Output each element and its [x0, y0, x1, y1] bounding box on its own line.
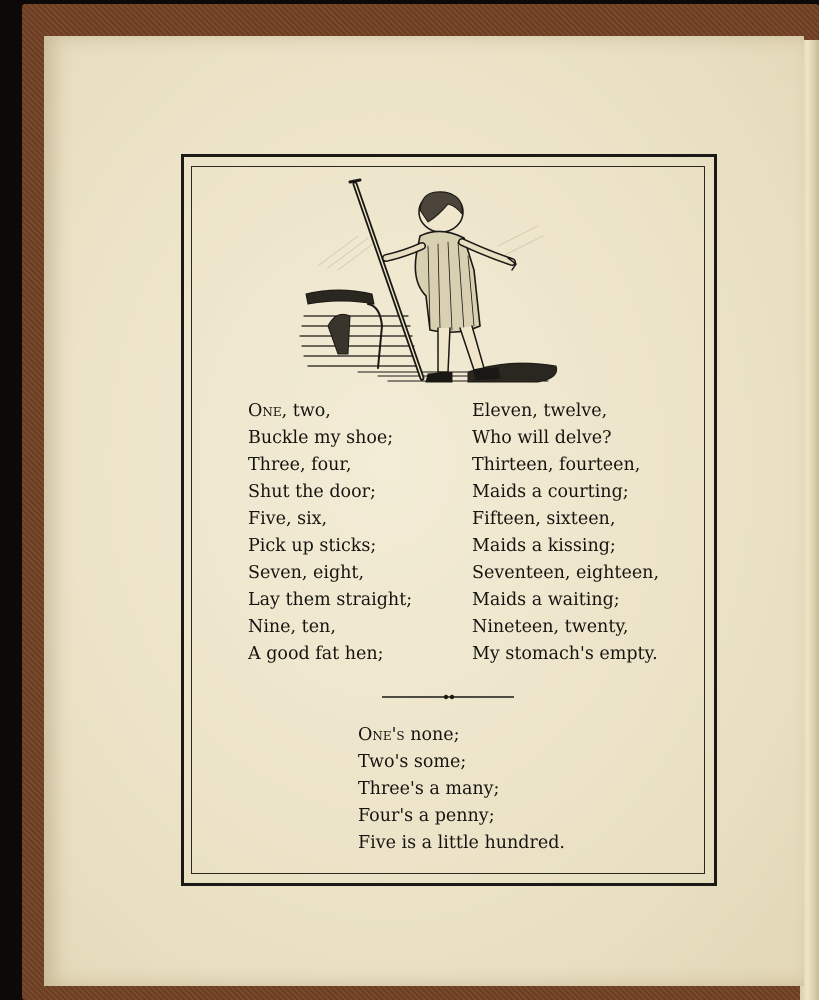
- poem-line: Three, four,: [248, 455, 352, 475]
- child-with-staff-engraving-icon: [298, 176, 563, 390]
- poem-line: Eleven, twelve,: [472, 401, 608, 421]
- stanza-line: Four's a penny;: [358, 806, 495, 826]
- stanza-line: Five is a little hundred.: [358, 833, 565, 853]
- poem-line: Seventeen, eighteen,: [472, 563, 660, 583]
- poem-line: Who will delve?: [472, 428, 612, 448]
- poem-line: Fifteen, sixteen,: [472, 509, 616, 529]
- poem-line: Shut the door;: [248, 482, 376, 502]
- poem-line: Thirteen, fourteen,: [472, 455, 641, 475]
- poem-line: Lay them straight;: [248, 590, 413, 610]
- stanza-line: Two's some;: [358, 752, 467, 772]
- stanza-line: Three's a many;: [358, 779, 500, 799]
- poem-line: Pick up sticks;: [248, 536, 377, 556]
- poem-line: One, two,: [248, 401, 331, 421]
- poem-line: A good fat hen;: [248, 644, 384, 664]
- poem-line: Maids a kissing;: [472, 536, 616, 556]
- ornamental-rule-icon: [382, 694, 514, 700]
- poem-line: Five, six,: [248, 509, 328, 529]
- stanza-line: One's none;: [358, 725, 460, 745]
- poem-line: Seven, eight,: [248, 563, 365, 583]
- poem-right-column: [472, 398, 659, 668]
- poem-line: Nineteen, twenty,: [472, 617, 629, 637]
- poem-line: My stomach's empty.: [472, 644, 658, 664]
- poem-line: Maids a waiting;: [472, 590, 620, 610]
- poem-line: Maids a courting;: [472, 482, 629, 502]
- closing-stanza: [358, 722, 565, 857]
- poem-line: Buckle my shoe;: [248, 428, 394, 448]
- poem-line: Nine, ten,: [248, 617, 336, 637]
- poem-left-column: [248, 398, 412, 668]
